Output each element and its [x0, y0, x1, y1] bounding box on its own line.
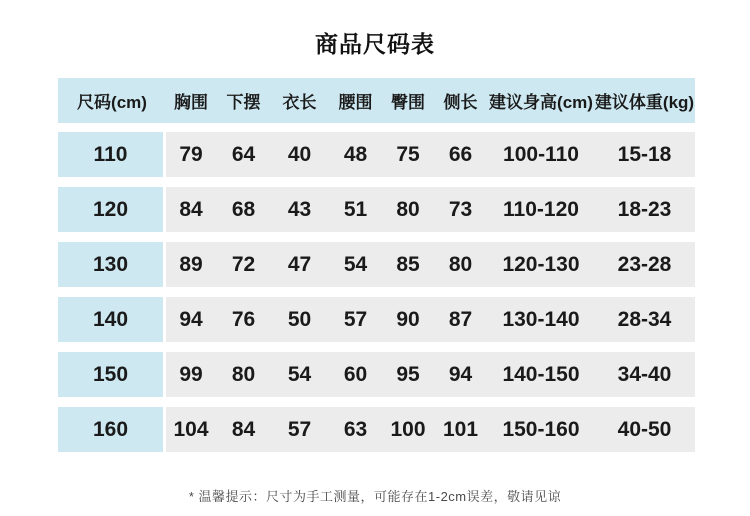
table-row [58, 132, 695, 177]
header-cell-chest: 胸围 [174, 93, 208, 112]
value-cell: 80 [231, 362, 256, 386]
header-cell-length: 衣长 [282, 93, 317, 112]
value-cell: 72 [231, 252, 256, 276]
value-cell: 104 [173, 417, 209, 441]
value-cell: 54 [287, 362, 312, 386]
note-text: * 温馨提示：尺寸为手工测量，可能存在1-2cm误差，敬请见谅 [188, 489, 562, 504]
table-header-row [58, 78, 695, 123]
row-values [166, 352, 695, 397]
value-cell: 79 [179, 142, 203, 166]
size-cell: 120 [58, 187, 163, 232]
value-cell: 76 [231, 307, 256, 331]
value-cell: 28-34 [617, 307, 672, 331]
value-cell: 89 [179, 252, 203, 276]
value-cell: 140-150 [502, 362, 580, 386]
value-cell: 68 [231, 197, 256, 221]
value-cell: 84 [179, 197, 203, 221]
value-cell: 130-140 [502, 307, 580, 331]
value-cell: 51 [343, 197, 368, 221]
value-cell: 40 [287, 142, 312, 166]
value-cell: 75 [396, 142, 420, 166]
header-cell-waist: 腰围 [338, 93, 373, 112]
value-cell: 57 [287, 417, 312, 441]
value-cell: 15-18 [617, 142, 672, 166]
table-row [58, 297, 695, 342]
value-cell: 87 [448, 307, 473, 331]
value-cell: 54 [343, 252, 368, 276]
value-cell: 100 [390, 417, 426, 441]
value-cell: 18-23 [617, 197, 672, 221]
size-cell: 130 [58, 242, 163, 287]
value-cell: 80 [396, 197, 420, 221]
value-cell: 94 [179, 307, 203, 331]
value-cell: 63 [343, 417, 368, 441]
value-cell: 90 [396, 307, 420, 331]
value-cell: 85 [396, 252, 420, 276]
size-cell: 150 [58, 352, 163, 397]
value-cell: 80 [448, 252, 473, 276]
header-cell-hip: 臀围 [391, 93, 425, 112]
value-cell: 150-160 [502, 417, 580, 441]
table-row [58, 407, 695, 452]
value-cell: 60 [343, 362, 368, 386]
header-cell-weight: 建议体重(kg) [594, 93, 695, 112]
value-cell: 57 [343, 307, 368, 331]
row-values [166, 187, 695, 232]
value-cell: 101 [442, 417, 479, 441]
page-title: 商品尺码表 [315, 31, 435, 57]
table-row [58, 242, 695, 287]
size-table [58, 78, 695, 452]
value-cell: 47 [287, 252, 312, 276]
table-row [58, 352, 695, 397]
value-cell: 73 [448, 197, 473, 221]
size-cell: 160 [58, 407, 163, 452]
value-cell: 100-110 [503, 142, 579, 166]
header-cell-hem: 下摆 [226, 93, 261, 112]
value-cell: 66 [448, 142, 473, 166]
row-values [166, 242, 695, 287]
value-cell: 99 [179, 362, 203, 386]
value-cell: 43 [287, 197, 312, 221]
value-cell: 95 [396, 362, 420, 386]
size-cell: 140 [58, 297, 163, 342]
row-values [166, 132, 695, 177]
table-row [58, 187, 695, 232]
size-cell: 110 [58, 132, 163, 177]
value-cell: 48 [343, 142, 368, 166]
value-cell: 40-50 [617, 417, 672, 441]
header-cell-side-length: 侧长 [443, 93, 478, 112]
value-cell: 120-130 [502, 252, 580, 276]
header-cell-height: 建议身高(cm) [489, 93, 593, 112]
header-cell-size: 尺码(cm) [77, 93, 147, 112]
value-cell: 64 [231, 142, 256, 166]
value-cell: 84 [231, 417, 256, 441]
value-cell: 110-120 [503, 197, 579, 221]
value-cell: 94 [448, 362, 473, 386]
value-cell: 50 [287, 307, 312, 331]
value-cell: 23-28 [617, 252, 672, 276]
row-values [166, 297, 695, 342]
row-values [166, 407, 695, 452]
value-cell: 34-40 [617, 362, 672, 386]
